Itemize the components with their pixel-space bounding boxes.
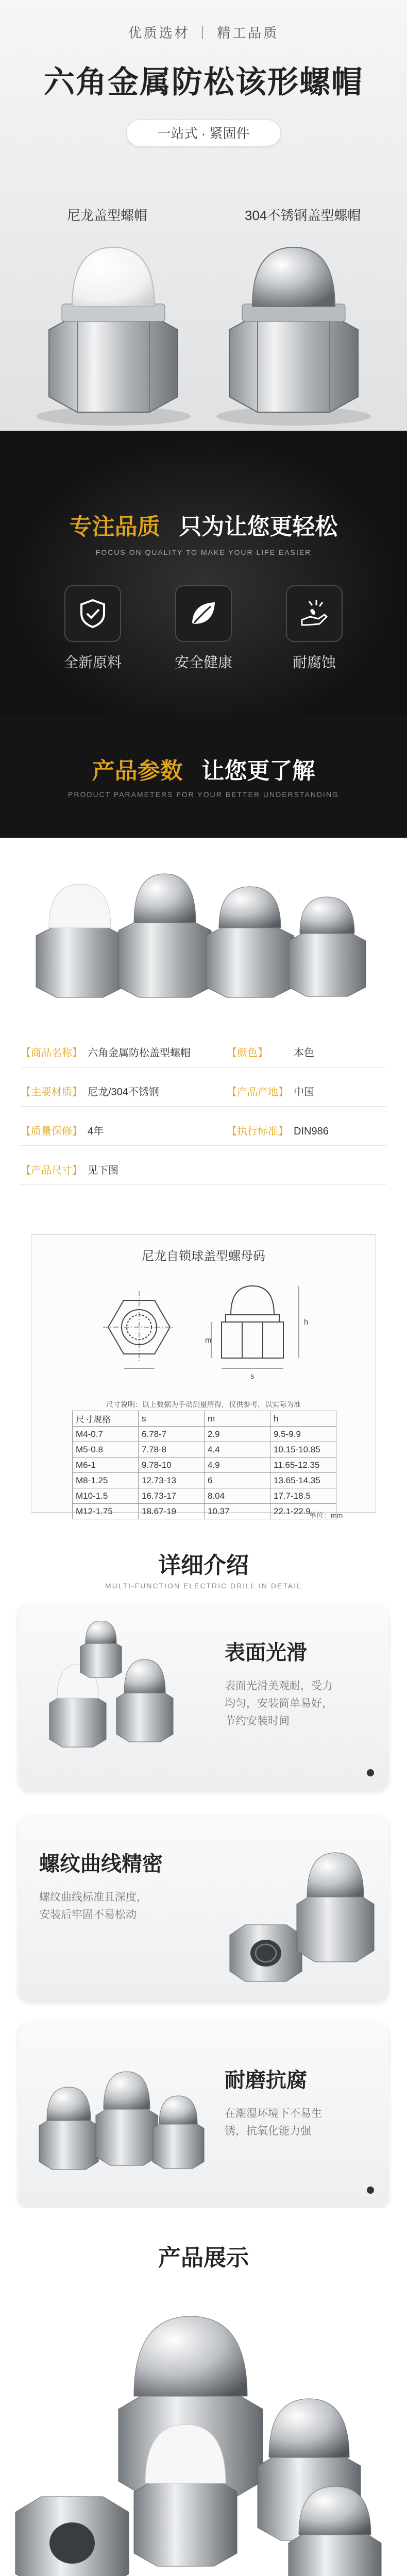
- dimension-cell: 2.9: [205, 1427, 270, 1442]
- quality-banner-subtitle: FOCUS ON QUALITY TO MAKE YOUR LIFE EASIER: [95, 548, 312, 556]
- drawing-note: 尺寸说明：以上数据为手动测量所得，仅供参考，以实际为准: [106, 1400, 301, 1409]
- dimension-cell: 17.7-18.5: [270, 1488, 336, 1504]
- hero-tagline: 优质选材 ｜ 精工品质: [128, 25, 279, 41]
- dimension-header-cell: m: [205, 1411, 270, 1427]
- shield-check-icon: [64, 585, 121, 642]
- dimension-cell: M8-1.25: [73, 1473, 139, 1488]
- detail-card-desc-line: 在潮湿环境下不易生: [225, 2108, 322, 2120]
- dimension-cell: 7.78-8: [139, 1442, 205, 1458]
- param-key: 【执行标准】: [227, 1126, 289, 1137]
- dimension-table-row: [73, 1458, 336, 1473]
- dimension-cell: 10.15-10.85: [270, 1442, 336, 1458]
- param-key: 【商品名称】: [21, 1047, 82, 1059]
- detail-card-desc-line: 均匀，安装简单易好，: [225, 1698, 333, 1709]
- hero-label-left: 尼龙盖型螺帽: [67, 208, 148, 223]
- smooth-nuts-image: [29, 1621, 214, 1775]
- param-value: 本色: [294, 1047, 314, 1059]
- param-value: 六角金属防松盖型螺帽: [88, 1047, 191, 1059]
- dimension-cell: M5-0.8: [73, 1442, 139, 1458]
- leaf-icon: [175, 585, 232, 642]
- param-value: 见下图: [88, 1165, 118, 1176]
- dimension-cell: 18.67-19: [139, 1504, 205, 1519]
- dimension-drawing: [0, 1219, 407, 1528]
- param-value: 中国: [294, 1087, 314, 1098]
- params-banner-subtitle: PRODUCT PARAMETERS FOR YOUR BETTER UNDERSTANDING: [68, 790, 339, 799]
- detail-card-desc: [225, 2105, 379, 2140]
- nut-lineup-image: [0, 838, 407, 1023]
- dimension-cell: M6-1: [73, 1458, 139, 1473]
- param-key: 【产品尺寸】: [21, 1165, 82, 1176]
- hero-label-right: 304不锈钢盖型螺帽: [245, 208, 361, 223]
- param-value: 4年: [88, 1126, 104, 1137]
- param-row: [21, 1117, 386, 1146]
- detail-card-desc-line: 节约安装时间: [225, 1715, 290, 1727]
- detail-title: 详细介绍: [158, 1553, 249, 1578]
- detail-card-desc-line: 螺纹曲线标准且深度，: [39, 1891, 147, 1903]
- dimension-cell: 4.4: [205, 1442, 270, 1458]
- dimension-table-row: [73, 1504, 336, 1519]
- dimension-header-cell: s: [139, 1411, 205, 1427]
- dim-label-m: m: [205, 1336, 212, 1345]
- param-value: 尼龙/304不锈钢: [88, 1087, 159, 1098]
- dimension-cell: 11.65-12.35: [270, 1458, 336, 1473]
- dimension-table-row: [73, 1473, 336, 1488]
- quality-banner: [0, 431, 407, 714]
- detail-card-smooth: [19, 1605, 388, 1791]
- thread-nut-image: [214, 1832, 379, 1987]
- params-title-highlight: 产品参数: [92, 758, 183, 784]
- params-banner: [0, 714, 407, 838]
- dimension-table: [72, 1411, 336, 1519]
- showcase-photo-1: [0, 2296, 407, 2576]
- feature-safe-healthy: [165, 585, 242, 672]
- param-row: [21, 1078, 386, 1107]
- dim-label-s: s: [250, 1372, 255, 1381]
- params-banner-title: [0, 752, 407, 785]
- showcase-image-1: [0, 2296, 407, 2576]
- feature-anti-corrosion: [276, 585, 353, 672]
- param-key: 【质量保修】: [21, 1126, 82, 1137]
- dimension-cell: 9.5-9.9: [270, 1427, 336, 1442]
- dimension-cell: 12.73-13: [139, 1473, 205, 1488]
- detail-section: [0, 1528, 407, 2208]
- feature-new-material: [54, 585, 131, 672]
- dimension-cell: 6.78-7: [139, 1427, 205, 1442]
- feature-label: 安全健康: [174, 654, 232, 670]
- detail-card-title: 螺纹曲线精密: [39, 1853, 163, 1875]
- detail-subtitle: MULTI-FUNCTION ELECTRIC DRILL IN DETAIL: [105, 1582, 302, 1590]
- quality-title-rest: 只为让您更轻松: [179, 514, 338, 539]
- drawing-unit: 单位：mm: [309, 1511, 343, 1519]
- param-value: DIN986: [294, 1126, 329, 1137]
- dimension-cell: M10-1.5: [73, 1488, 139, 1504]
- quality-title-highlight: 专注品质: [69, 514, 160, 539]
- quality-banner-title: [0, 508, 407, 541]
- corrosion-hand-icon: [286, 585, 343, 642]
- detail-card-thread: [19, 1817, 388, 2002]
- hero-title: 六角金属防松该形螺帽: [44, 65, 363, 99]
- showcase-header: [0, 2208, 407, 2296]
- detail-card-wear: [19, 2023, 388, 2208]
- dimension-cell: 13.65-14.35: [270, 1473, 336, 1488]
- dimension-cell: 16.73-17: [139, 1488, 205, 1504]
- dimension-table-row: [73, 1427, 336, 1442]
- drawing-title: 尼龙自锁球盖型螺母码: [142, 1249, 265, 1263]
- dimension-cell: 9.78-10: [139, 1458, 205, 1473]
- param-table: [0, 1023, 407, 1219]
- dimension-cell: 6: [205, 1473, 270, 1488]
- param-row: [21, 1156, 386, 1185]
- detail-card-desc-line: 锈，抗氧化能力强: [225, 2125, 311, 2137]
- param-key: 【产品产地】: [227, 1087, 289, 1098]
- dimension-header-cell: h: [270, 1411, 336, 1427]
- hero-products-image: [0, 242, 407, 431]
- hero-pill: 一站式 · 紧固件: [126, 120, 281, 146]
- dimension-cell: 22.1-22.9: [270, 1504, 336, 1519]
- param-photo: [0, 838, 407, 1023]
- dimension-table-row: [73, 1488, 336, 1504]
- dimension-cell: 4.9: [205, 1458, 270, 1473]
- dimension-cell: 8.04: [205, 1488, 270, 1504]
- detail-card-desc-line: 表面光滑美观耐，受力: [225, 1680, 333, 1692]
- wear-nuts-image: [29, 2038, 214, 2193]
- dimension-cell: 10.37: [205, 1504, 270, 1519]
- showcase-title: 产品展示: [158, 2245, 249, 2270]
- dimension-header-cell: 尺寸规格: [73, 1411, 139, 1427]
- dimension-cell: M4-0.7: [73, 1427, 139, 1442]
- detail-card-desc-line: 安装后牢固不易松动: [39, 1909, 137, 1921]
- detail-card-title: 耐磨抗腐: [225, 2069, 307, 2092]
- param-key: 【主要材质】: [21, 1087, 82, 1098]
- detail-card-title: 表面光滑: [225, 1641, 307, 1664]
- params-title-rest: 让您更了解: [201, 758, 315, 784]
- dimension-table-header: [73, 1411, 336, 1427]
- param-row: [21, 1039, 386, 1067]
- feature-label: 耐腐蚀: [292, 654, 336, 670]
- param-key: 【颜色】: [227, 1047, 268, 1059]
- card-dot-indicator: [367, 1769, 374, 1776]
- dimension-table-row: [73, 1442, 336, 1458]
- detail-card-desc: [225, 1677, 379, 1730]
- feature-label: 全新原料: [63, 654, 122, 670]
- card-dot-indicator: [367, 2187, 374, 2194]
- dim-label-h: h: [304, 1318, 309, 1327]
- nut-technical-drawing: [0, 1265, 407, 1394]
- hero-section: [0, 0, 407, 431]
- detail-card-desc: [39, 1889, 194, 1924]
- dimension-cell: M12-1.75: [73, 1504, 139, 1519]
